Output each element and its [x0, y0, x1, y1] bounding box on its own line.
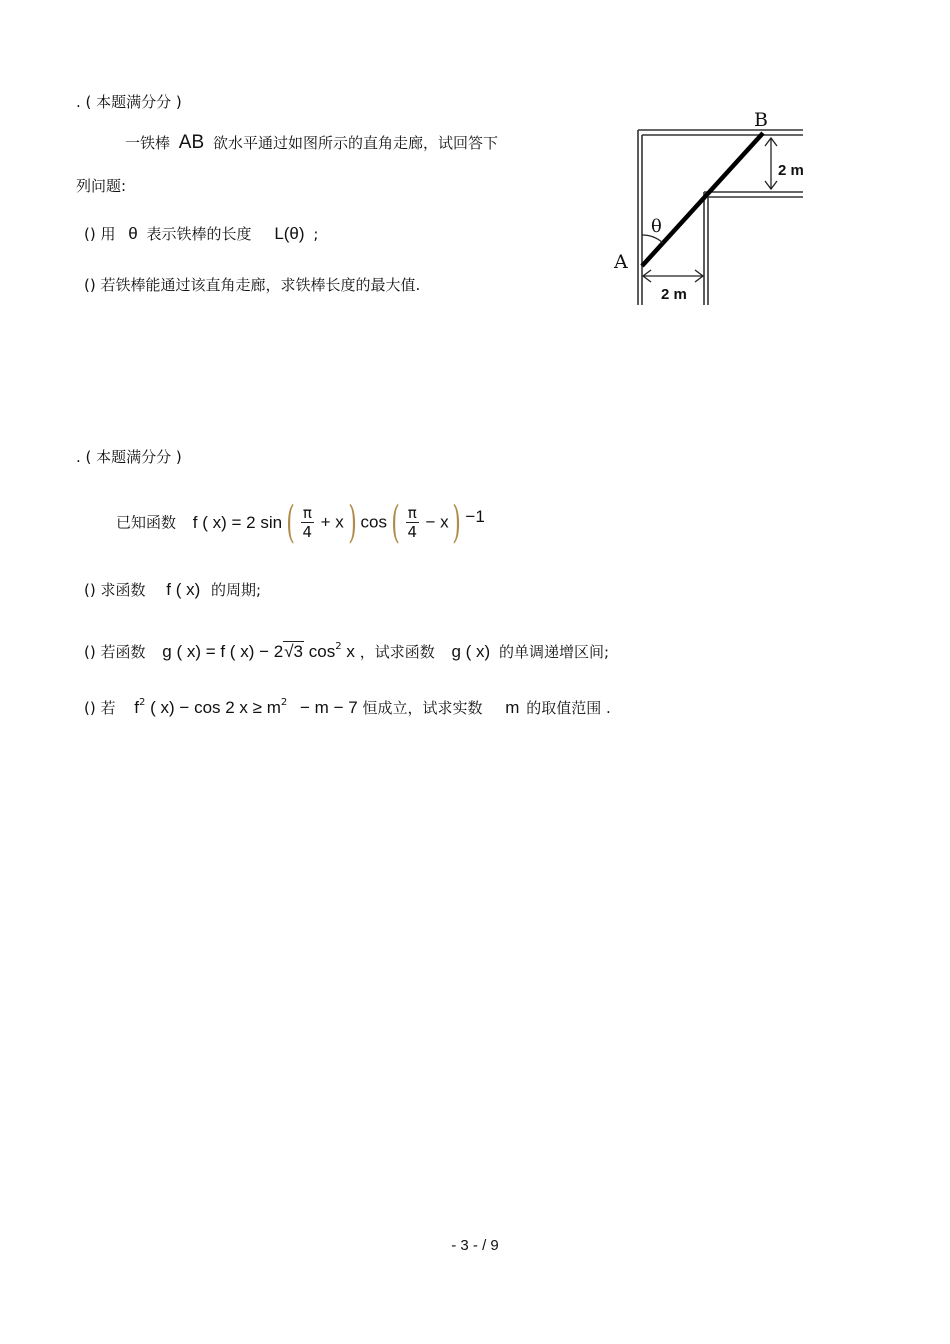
left-paren: (: [286, 496, 295, 548]
label-a: A: [614, 251, 628, 273]
numerator-pi: π: [302, 504, 312, 522]
q3-inequality-right: − m − 7: [300, 698, 358, 717]
q2-exponent: 2: [335, 641, 342, 652]
q3-inequality-left: ( x) − cos 2 x ≥ m: [150, 698, 281, 717]
q1-prefix: () 求函数: [84, 581, 146, 599]
problem2-question1: [84, 580, 261, 600]
label-width-top: 2 m: [778, 162, 804, 179]
f-of-x: f ( x): [166, 580, 201, 599]
label-b: B: [754, 109, 768, 131]
sqrt-3: √3: [284, 642, 303, 661]
problem1-header: . ( 本题满分分 ): [76, 93, 182, 111]
minus-one: −1: [465, 506, 485, 526]
q1-end: ;: [313, 225, 319, 243]
problem2-question2: [84, 642, 609, 665]
horizontal-dimension-arrow: [643, 270, 703, 282]
fraction-pi-over-4-b: [406, 504, 419, 541]
theta-symbol: θ: [128, 224, 138, 243]
problem1-question1: [84, 224, 318, 244]
q3-exponent: 2: [139, 697, 146, 708]
label-width-bottom: 2 m: [661, 286, 687, 303]
page-number: - 3 - / 9: [451, 1237, 499, 1254]
corridor-diagram: [606, 100, 811, 305]
right-paren: ): [347, 496, 357, 548]
g-definition: g ( x) = f ( x) − 2: [162, 642, 284, 661]
length-function: L(θ): [274, 224, 305, 243]
q1-end: 的周期;: [211, 581, 262, 599]
denominator-4-2: 4: [407, 523, 417, 541]
q1-prefix: () 用: [84, 225, 116, 243]
sqrt-radicand: 3: [293, 642, 303, 661]
q2-cos: cos: [308, 642, 336, 661]
left-paren-2: (: [391, 496, 400, 548]
intro-text-a: 一铁棒: [125, 134, 171, 152]
numerator-pi-2: π: [407, 504, 417, 522]
given-text: 已知函数: [116, 513, 177, 532]
q2-x: x: [346, 642, 355, 661]
ab-label: AB: [178, 132, 205, 153]
f-lhs: f ( x) = 2 sin: [192, 512, 283, 532]
problem1-question2: () 若铁棒能通过该直角走廊，求铁棒长度的最大值.: [84, 276, 421, 294]
intro-text-b: 欲水平通过如图所示的直角走廊，试回答下: [212, 134, 498, 152]
vertical-dimension-arrow: [765, 138, 777, 189]
g-of-x: g ( x): [451, 642, 491, 661]
q3-end: 的取值范围 .: [526, 699, 611, 717]
q2-mid: ，试求函数: [359, 643, 435, 661]
problem2-question3: [84, 698, 611, 721]
q3-mid: 恒成立，试求实数: [362, 699, 483, 717]
plus-x: + x: [320, 512, 344, 532]
q2-prefix: () 若函数: [84, 643, 146, 661]
q3-exponent-m: 2: [280, 697, 288, 708]
q3-prefix: () 若: [84, 699, 116, 717]
q3-f: f: [134, 698, 139, 717]
problem1-intro-line2: 列问题:: [76, 177, 127, 195]
cos-text: cos: [360, 512, 387, 532]
q2-end: 的单调递增区间;: [499, 643, 610, 661]
right-paren-2: ): [452, 496, 462, 548]
label-theta: θ: [651, 216, 662, 237]
rod-ab: [642, 133, 763, 266]
problem2-function-definition: [116, 494, 485, 550]
problem2-header: . ( 本题满分分 ): [76, 448, 182, 466]
problem1-intro-line1: [125, 133, 498, 153]
fraction-pi-over-4-a: [301, 504, 314, 541]
denominator-4: 4: [302, 523, 313, 541]
q1-mid: 表示铁棒的长度: [146, 225, 252, 243]
minus-x: − x: [425, 512, 449, 532]
q3-m: m: [505, 698, 520, 717]
